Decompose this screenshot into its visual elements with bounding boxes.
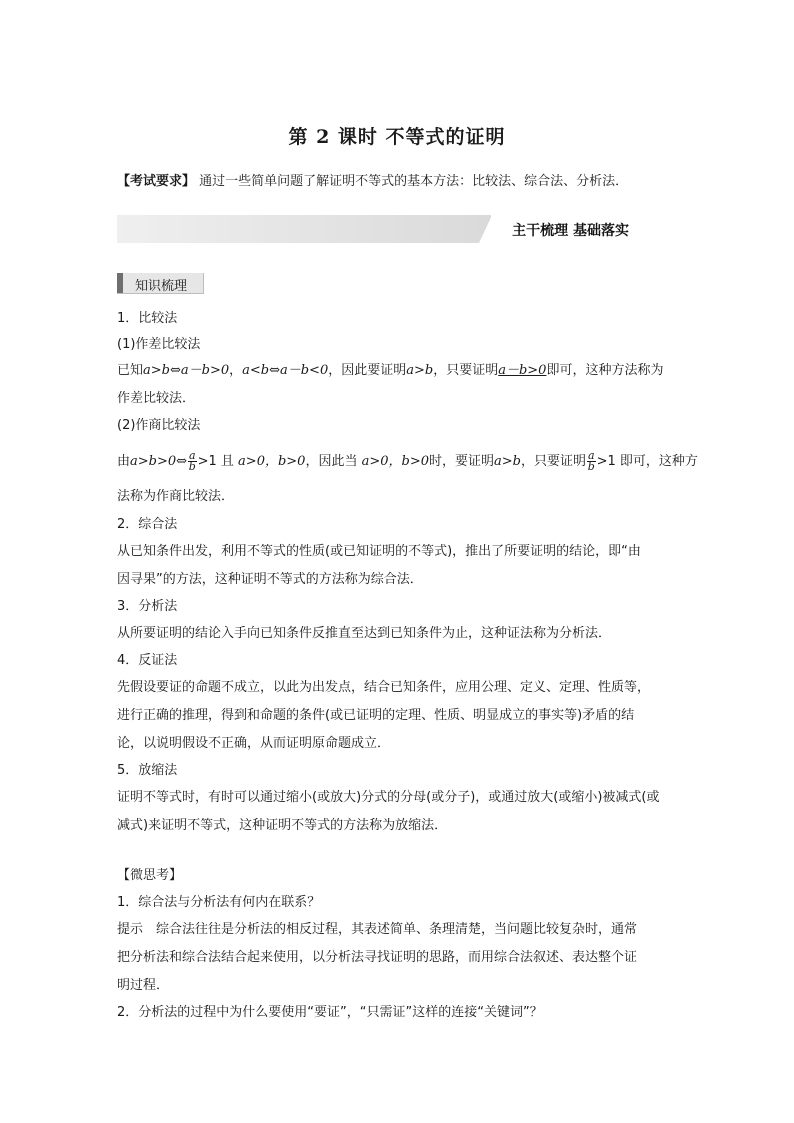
- s4-line2: 进行正确的推理，得到和命题的条件(或已证明的定理、性质、明显成立的事实等)矛盾的结: [117, 708, 635, 723]
- knowledge-section-box: [117, 273, 204, 294]
- answer-1-line3: 明过程．: [117, 978, 170, 993]
- section-banner: [117, 215, 677, 243]
- text: ，只要证明: [433, 363, 499, 378]
- frac-den: b: [188, 460, 196, 473]
- section-box-label: 知识梳理: [135, 279, 188, 294]
- s2-heading: 2．综合法: [117, 517, 178, 532]
- text: 由: [117, 454, 131, 469]
- answer-1-line2: 把分析法和综合法结合起来使用，以分析法寻找证明的思路，而用综合法叙述、表达整个证: [117, 950, 638, 965]
- text: ，因此当: [305, 454, 362, 469]
- frac-num: a: [189, 449, 196, 462]
- requirement-text: 通过一些简单问题了解证明不等式的基本方法：比较法、综合法、分析法．: [199, 174, 629, 189]
- s1-para1-line2: 作差比较法．: [117, 391, 196, 406]
- math: a>b>0⇔: [130, 454, 188, 469]
- s3-heading: 3．分析法: [117, 599, 178, 614]
- think-tag: 【微思考】: [117, 868, 183, 883]
- s1-sub1: (1)作差比较法: [117, 337, 201, 352]
- frac-den: b: [587, 460, 595, 473]
- s4-line1: 先假设要证的命题不成立，以此为出发点，结合已知条件，应用公理、定义、定理、性质等，: [117, 680, 651, 695]
- s1-para1-line1: [117, 361, 677, 381]
- s2-line2: 因寻果”的方法，这种证明不等式的方法称为综合法．: [117, 572, 423, 587]
- text: ，只要证明: [520, 454, 586, 469]
- s5-heading: 5．放缩法: [117, 763, 178, 778]
- question-1: 1．综合法与分析法有何内在联系？: [117, 895, 321, 910]
- fraction-a-over-b: [188, 451, 197, 472]
- text: 即可，这种方法称为: [546, 363, 664, 378]
- answer-underline: a－b>0: [498, 363, 547, 378]
- text: >1 且: [197, 454, 239, 469]
- math: a>b: [406, 363, 434, 378]
- exam-requirement: [117, 172, 628, 192]
- math: a>b: [494, 454, 521, 469]
- text: ，因此要证明: [328, 363, 407, 378]
- s1-heading: 1．比较法: [117, 311, 178, 326]
- math: a<b⇔a－b<0: [242, 363, 329, 378]
- question-2: 2．分析法的过程中为什么要使用“要证”，“只需证”这样的连接“关键词”？: [117, 1005, 543, 1020]
- s1-sub2: (2)作商比较法: [117, 418, 201, 433]
- math: a>0，b>0: [238, 454, 306, 469]
- s3-line1: 从所要证明的结论入手向已知条件反推直至达到已知条件为止，这种证法称为分析法．: [117, 626, 612, 641]
- answer-1-line1: 提示 综合法往往是分析法的相反过程，其表述简单、条理清楚，当问题比较复杂时，通常: [117, 922, 638, 937]
- frac-num: a: [588, 449, 595, 462]
- s4-heading: 4．反证法: [117, 653, 178, 668]
- s1-para2-line1: [117, 449, 698, 473]
- section-box-bar: [117, 273, 123, 293]
- banner-label: 主干梳理 基础落实: [512, 223, 629, 239]
- math: a>b⇔a－b>0: [143, 363, 230, 378]
- math: a>0，b>0: [361, 454, 429, 469]
- s4-line3: 论，以说明假设不正确，从而证明原命题成立．: [117, 736, 391, 751]
- s1-para2-line2: 法称为作商比较法．: [117, 489, 235, 504]
- requirement-tag: 【考试要求】: [117, 174, 196, 189]
- fraction-a-over-b: [587, 451, 596, 472]
- s2-line1: 从已知条件出发，利用不等式的性质(或已知证明的不等式)，推出了所要证明的结论，即“由: [117, 544, 641, 559]
- text: >1 即可，这种方: [596, 454, 698, 469]
- text: 时，要证明: [429, 454, 495, 469]
- page-title: 第 2 课时 不等式的证明: [288, 126, 506, 148]
- text: ，: [229, 363, 243, 378]
- text: 已知: [117, 363, 144, 378]
- s5-line1: 证明不等式时，有时可以通过缩小(或放大)分式的分母(或分子)，或通过放大(或缩小)被减式(或: [117, 790, 660, 805]
- s5-line2: 减式)来证明不等式，这种证明不等式的方法称为放缩法．: [117, 818, 448, 833]
